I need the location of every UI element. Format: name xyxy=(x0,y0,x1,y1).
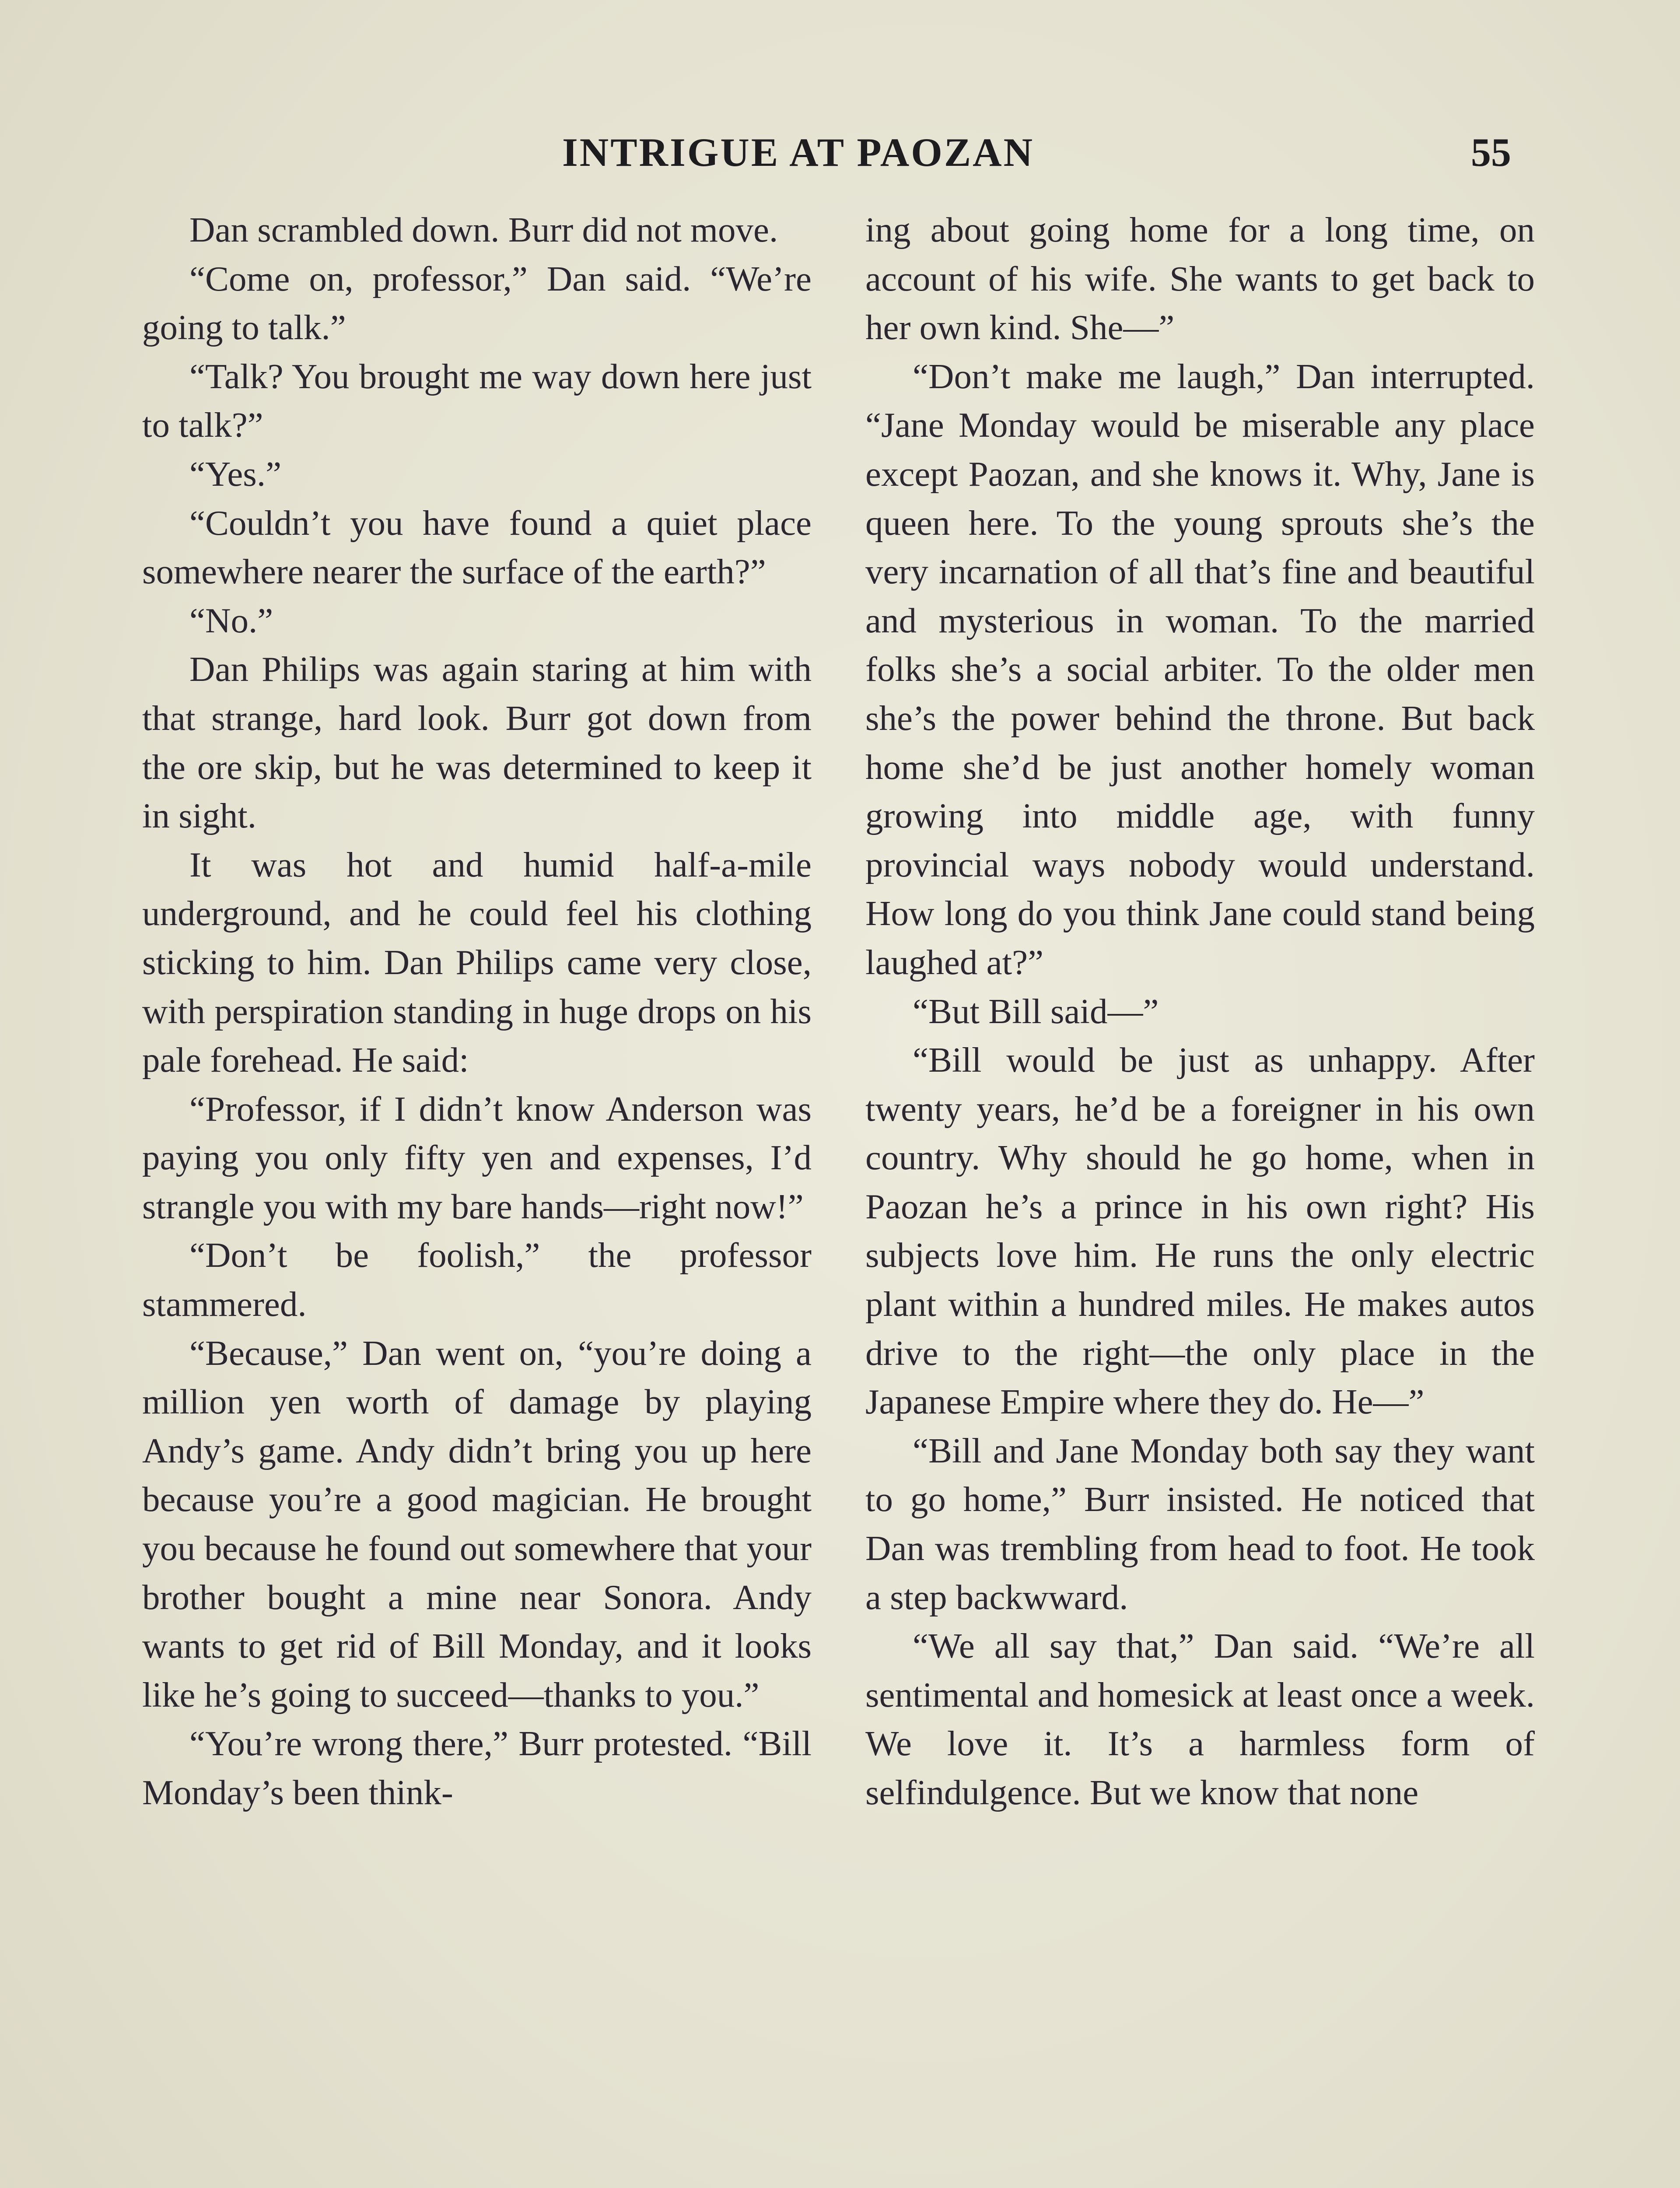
paragraph: “Couldn’t you have found a quiet place somewhere nearer the surface of the earth?” xyxy=(142,503,812,592)
paragraph: “Don’t make me laugh,” Dan interrupted. “Jane Monday would be miserable any place except Paozan, and she knows it. Why, Jane is queen here. To the young sprouts she’s the very incarnation of all that’s fine and beautiful and mysterious in woman. To the married folks she’s a social arbiter. To the older men she’s the power behind the throne. But back home she’d be just another homely woman growing into middle age, with funny provincial ways nobody would understand. How long do you think Jane could stand being laughed at?” xyxy=(865,356,1535,982)
running-head-title: INTRIGUE AT PAOZAN xyxy=(562,130,1035,175)
paragraph: “Professor, if I didn’t know Anderson was paying you only fifty yen and expenses, I’d strangle you with my bare hands—right now!” xyxy=(142,1089,812,1226)
paragraph: “We all say that,” Dan said. “We’re all sentimental and homesick at least once a week. We love it. It’s a harmless form of selfindulgence. But we know that none xyxy=(865,1626,1535,1812)
paragraph: “You’re wrong there,” Burr protested. “Bill Monday’s been think- xyxy=(142,1724,812,1812)
paragraph: “Bill would be just as unhappy. After twenty years, he’d be a foreigner in his own country. Why should he go home, when in Paozan he’s a prince in his own right? His subjects love him. He runs the only electric plant within a hundred miles. He makes autos drive to the right—the only place in the Japanese Empire where they do. He—” xyxy=(865,1040,1535,1422)
paragraph: Dan Philips was again staring at him with that strange, hard look. Burr got down from the ore skip, but he was determined to keep it in sight. xyxy=(142,649,812,836)
paragraph: “Come on, professor,” Dan said. “We’re going to talk.” xyxy=(142,259,812,347)
paragraph: ing about going home for a long time, on account of his wife. She wants to get back to her own kind. She—” xyxy=(865,210,1535,347)
paragraph: “But Bill said—” xyxy=(913,991,1159,1031)
paragraph: Dan scrambled down. Burr did not move. xyxy=(189,210,778,249)
paragraph: “Because,” Dan went on, “you’re doing a million yen worth of damage by playing Andy’s game. Andy didn’t bring you up here because you’re a good magician. He brought you because he found out somewhere that your brother bought a mine near Sonora. Andy wants to get rid of Bill Monday, and it looks like he’s going to succeed—thanks to you.” xyxy=(142,1333,812,1715)
paragraph: “No.” xyxy=(189,600,273,640)
right-text-column xyxy=(865,206,1535,1817)
paragraph: “Bill and Jane Monday both say they want to go home,” Burr insisted. He noticed that Dan was trembling from head to foot. He took a step backwward. xyxy=(865,1431,1535,1617)
page-number: 55 xyxy=(1471,130,1511,175)
paragraph: It was hot and humid half-a-mile underground, and he could feel his clothing sticking to him. Dan Philips came very close, with perspiration standing in huge drops on his pale forehead. He said: xyxy=(142,845,812,1080)
left-text-column xyxy=(142,206,812,1817)
paragraph: “Yes.” xyxy=(189,454,282,494)
paragraph: “Talk? You brought me way down here just to talk?” xyxy=(142,356,812,445)
paragraph: “Don’t be foolish,” the professor stammered. xyxy=(142,1235,812,1324)
